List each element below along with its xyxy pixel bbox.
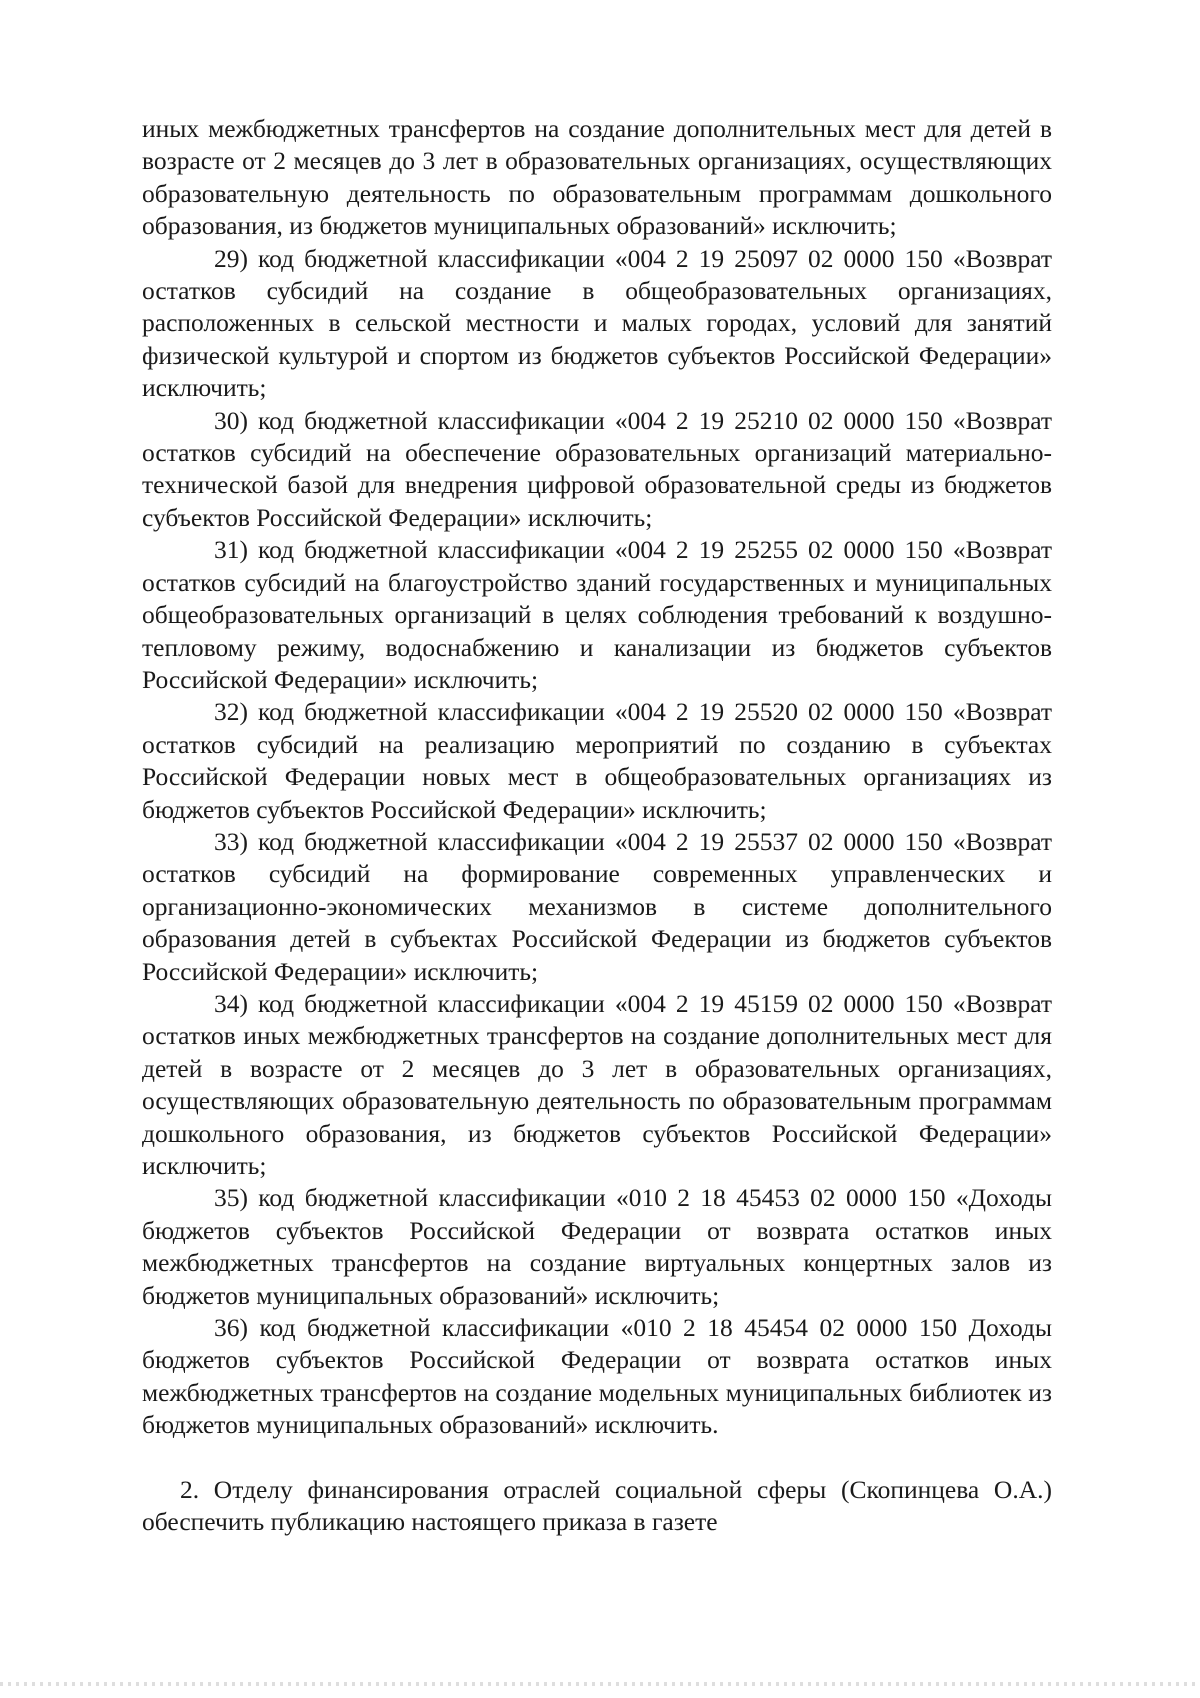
list-item-34: 34) код бюджетной классификации «004 2 19 45159 02 0000 150 «Возврат остатков иных межбюджетных трансфертов на создание дополнительных мест для детей в возрасте от 2 месяцев до 3 лет в образовательных организациях, осуществляющих образовательную деятельность по образовательным программам дошкольного образования, из бюджетов субъектов Российской Федерации» исключить; (142, 988, 1052, 1180)
scan-edge-noise (0, 1682, 1200, 1686)
list-item-35: 35) код бюджетной классификации «010 2 18 45453 02 0000 150 «Доходы бюджетов субъектов Российской Федерации от возврата остатков иных межбюджетных трансфертов на создание виртуальных концертных залов из бюджетов муниципальных образований» исключить; (142, 1183, 1052, 1310)
intro-paragraph: иных межбюджетных трансфертов на создание дополнительных мест для детей в возрасте от 2 месяцев до 3 лет в образовательных организациях, осуществляющих образовательную деятельность по образовательным программам дошкольного образования, из бюджетов муниципальных образований» исключить; (142, 114, 1052, 241)
list-item-29: 29) код бюджетной классификации «004 2 19 25097 02 0000 150 «Возврат остатков субсидий на создание в общеобразовательных организациях, расположенных в сельской местности и малых городах, условий для занятий физической культурой и спортом из бюджетов субъектов Российской Федерации» исключить; (142, 243, 1052, 403)
list-item-32: 32) код бюджетной классификации «004 2 19 25520 02 0000 150 «Возврат остатков субсидий на реализацию мероприятий по созданию в субъектах Российской Федерации новых мест в общеобразовательных организациях из бюджетов субъектов Российской Федерации» исключить; (142, 697, 1052, 824)
list-item-30: 30) код бюджетной классификации «004 2 19 25210 02 0000 150 «Возврат остатков субсидий на обеспечение образовательных организаций материально-технической базой для внедрения цифровой образовательной среды из бюджетов субъектов Российской Федерации» исключить; (142, 405, 1052, 532)
list-item-31: 31) код бюджетной классификации «004 2 19 25255 02 0000 150 «Возврат остатков субсидий на благоустройство зданий государственных и муниципальных общеобразовательных организаций в целях соблюдения требований к воздушно-тепловому режиму, водоснабжению и канализации из бюджетов субъектов Российской Федерации» исключить; (142, 535, 1052, 694)
document-body (142, 113, 1052, 1538)
list-item-33: 33) код бюджетной классификации «004 2 19 25537 02 0000 150 «Возврат остатков субсидий на формирование современных управленческих и организационно-экономических механизмов в системе дополнительного образования детей в субъектах Российской Федерации из бюджетов субъектов Российской Федерации» исключить; (142, 826, 1052, 986)
paragraph-2: 2. Отделу финансирования отраслей социальной сферы (Скопинцева О.А.) обеспечить публикацию настоящего приказа в газете (142, 1474, 1052, 1537)
list-item-36: 36) код бюджетной классификации «010 2 18 45454 02 0000 150 Доходы бюджетов субъектов Российской Федерации от возврата остатков иных межбюджетных трансфертов на создание модельных муниципальных библиотек из бюджетов муниципальных образований» исключить. (142, 1313, 1052, 1440)
